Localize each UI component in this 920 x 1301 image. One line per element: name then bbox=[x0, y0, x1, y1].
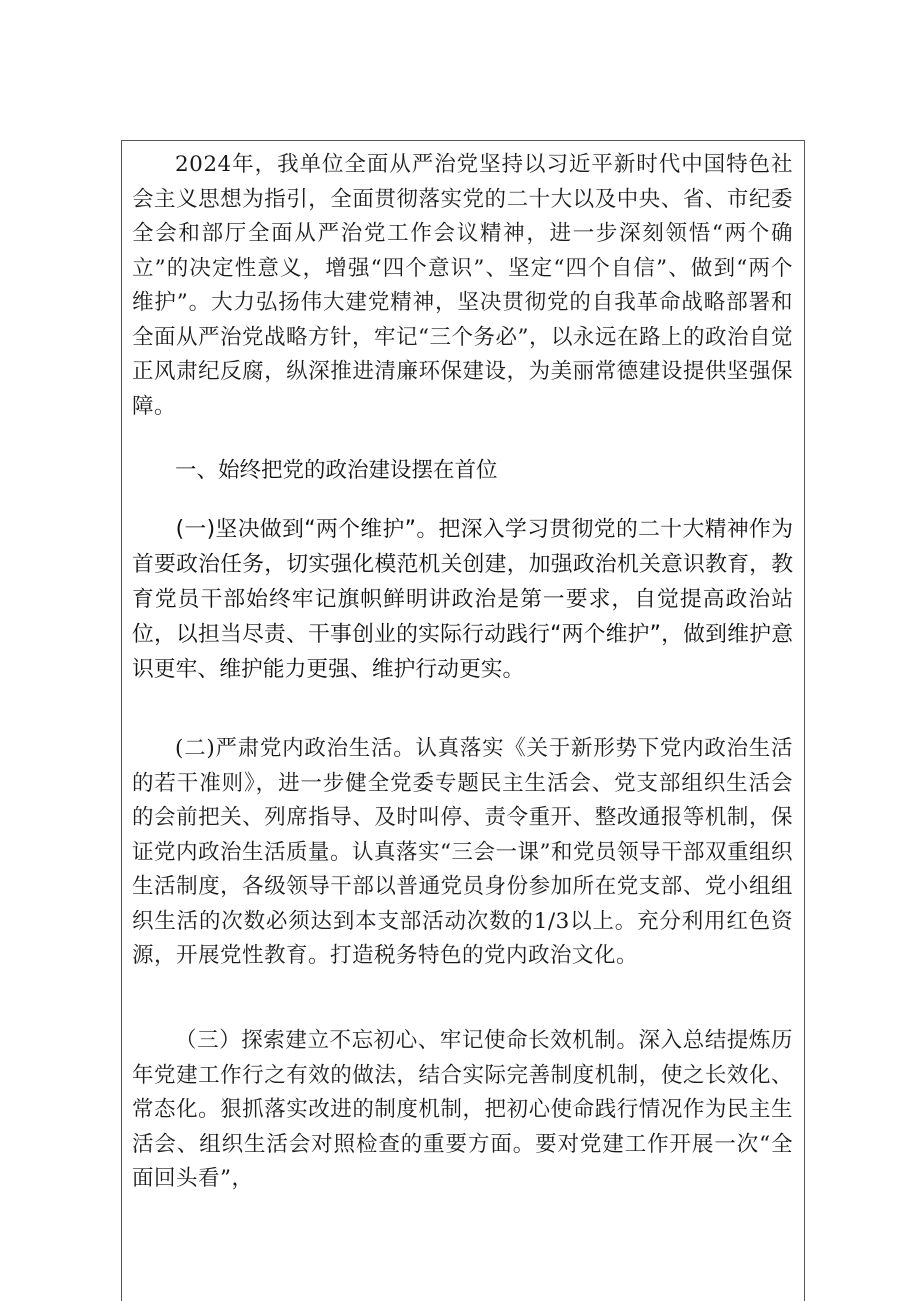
item-1-paragraph: (一)坚决做到“两个维护”。把深入学习贯彻党的二十大精神作为首要政治任务，切实强化模范机关创建，加强政治机关意识教育，教育党员干部始终牢记旗帜鲜明讲政治是第一要求，自觉提高政治站位，以担当尽责、干事创业的实际行动践行“两个维护”，做到维护意识更牢、维护能力更强、维护行动更实。 bbox=[132, 517, 793, 682]
intro-block bbox=[122, 148, 803, 424]
intro-paragraph: 2024年，我单位全面从严治党坚持以习近平新时代中国特色社会主义思想为指引，全面贯彻落实党的二十大以及中央、省、市纪委全会和部厅全面从严治党工作会议精神，进一步深刻领悟“两个确立”的决定性意义，增强“四个意识”、坚定“四个自信”、做到“两个维护”。大力弘扬伟大建党精神，坚决贯彻党的自我革命战略部署和全面从严治党战略方针，牢记“三个务必”，以永远在路上的政治自觉正风肃纪反腐，纵深推进清廉环保建设，为美丽常德建设提供坚强保障。 bbox=[132, 152, 793, 419]
item-3-block bbox=[122, 1024, 803, 1197]
item-1-block bbox=[122, 512, 803, 687]
item-3-paragraph: （三）探索建立不忘初心、牢记使命长效机制。深入总结提炼历年党建工作行之有效的做法，结合实际完善制度机制，使之长效化、常态化。狠抓落实改进的制度机制，把初心使命践行情况作为民主生活会、组织生活会对照检查的重要方面。要对党建工作开展一次“全面回头看”， bbox=[132, 1028, 793, 1191]
section-1-heading: 一、始终把党的政治建设摆在首位 bbox=[175, 458, 498, 483]
section-heading-block bbox=[122, 456, 803, 486]
item-2-block bbox=[122, 732, 803, 974]
item-2-paragraph: (二)严肃党内政治生活。认真落实《关于新形势下党内政治生活的若干准则》，进一步健全党委专题民主生活会、党支部组织生活会的会前把关、列席指导、及时叫停、责令重开、整改通报等机制，保证党内政治生活质量。认真落实“三会一课”和党员领导干部双重组织生活制度，各级领导干部以普通党员身份参加所在党支部、党小组组织生活的次数必须达到本支部活动次数的1/3以上。充分利用红色资源，开展党性教育。打造税务特色的党内政治文化。 bbox=[132, 736, 793, 968]
